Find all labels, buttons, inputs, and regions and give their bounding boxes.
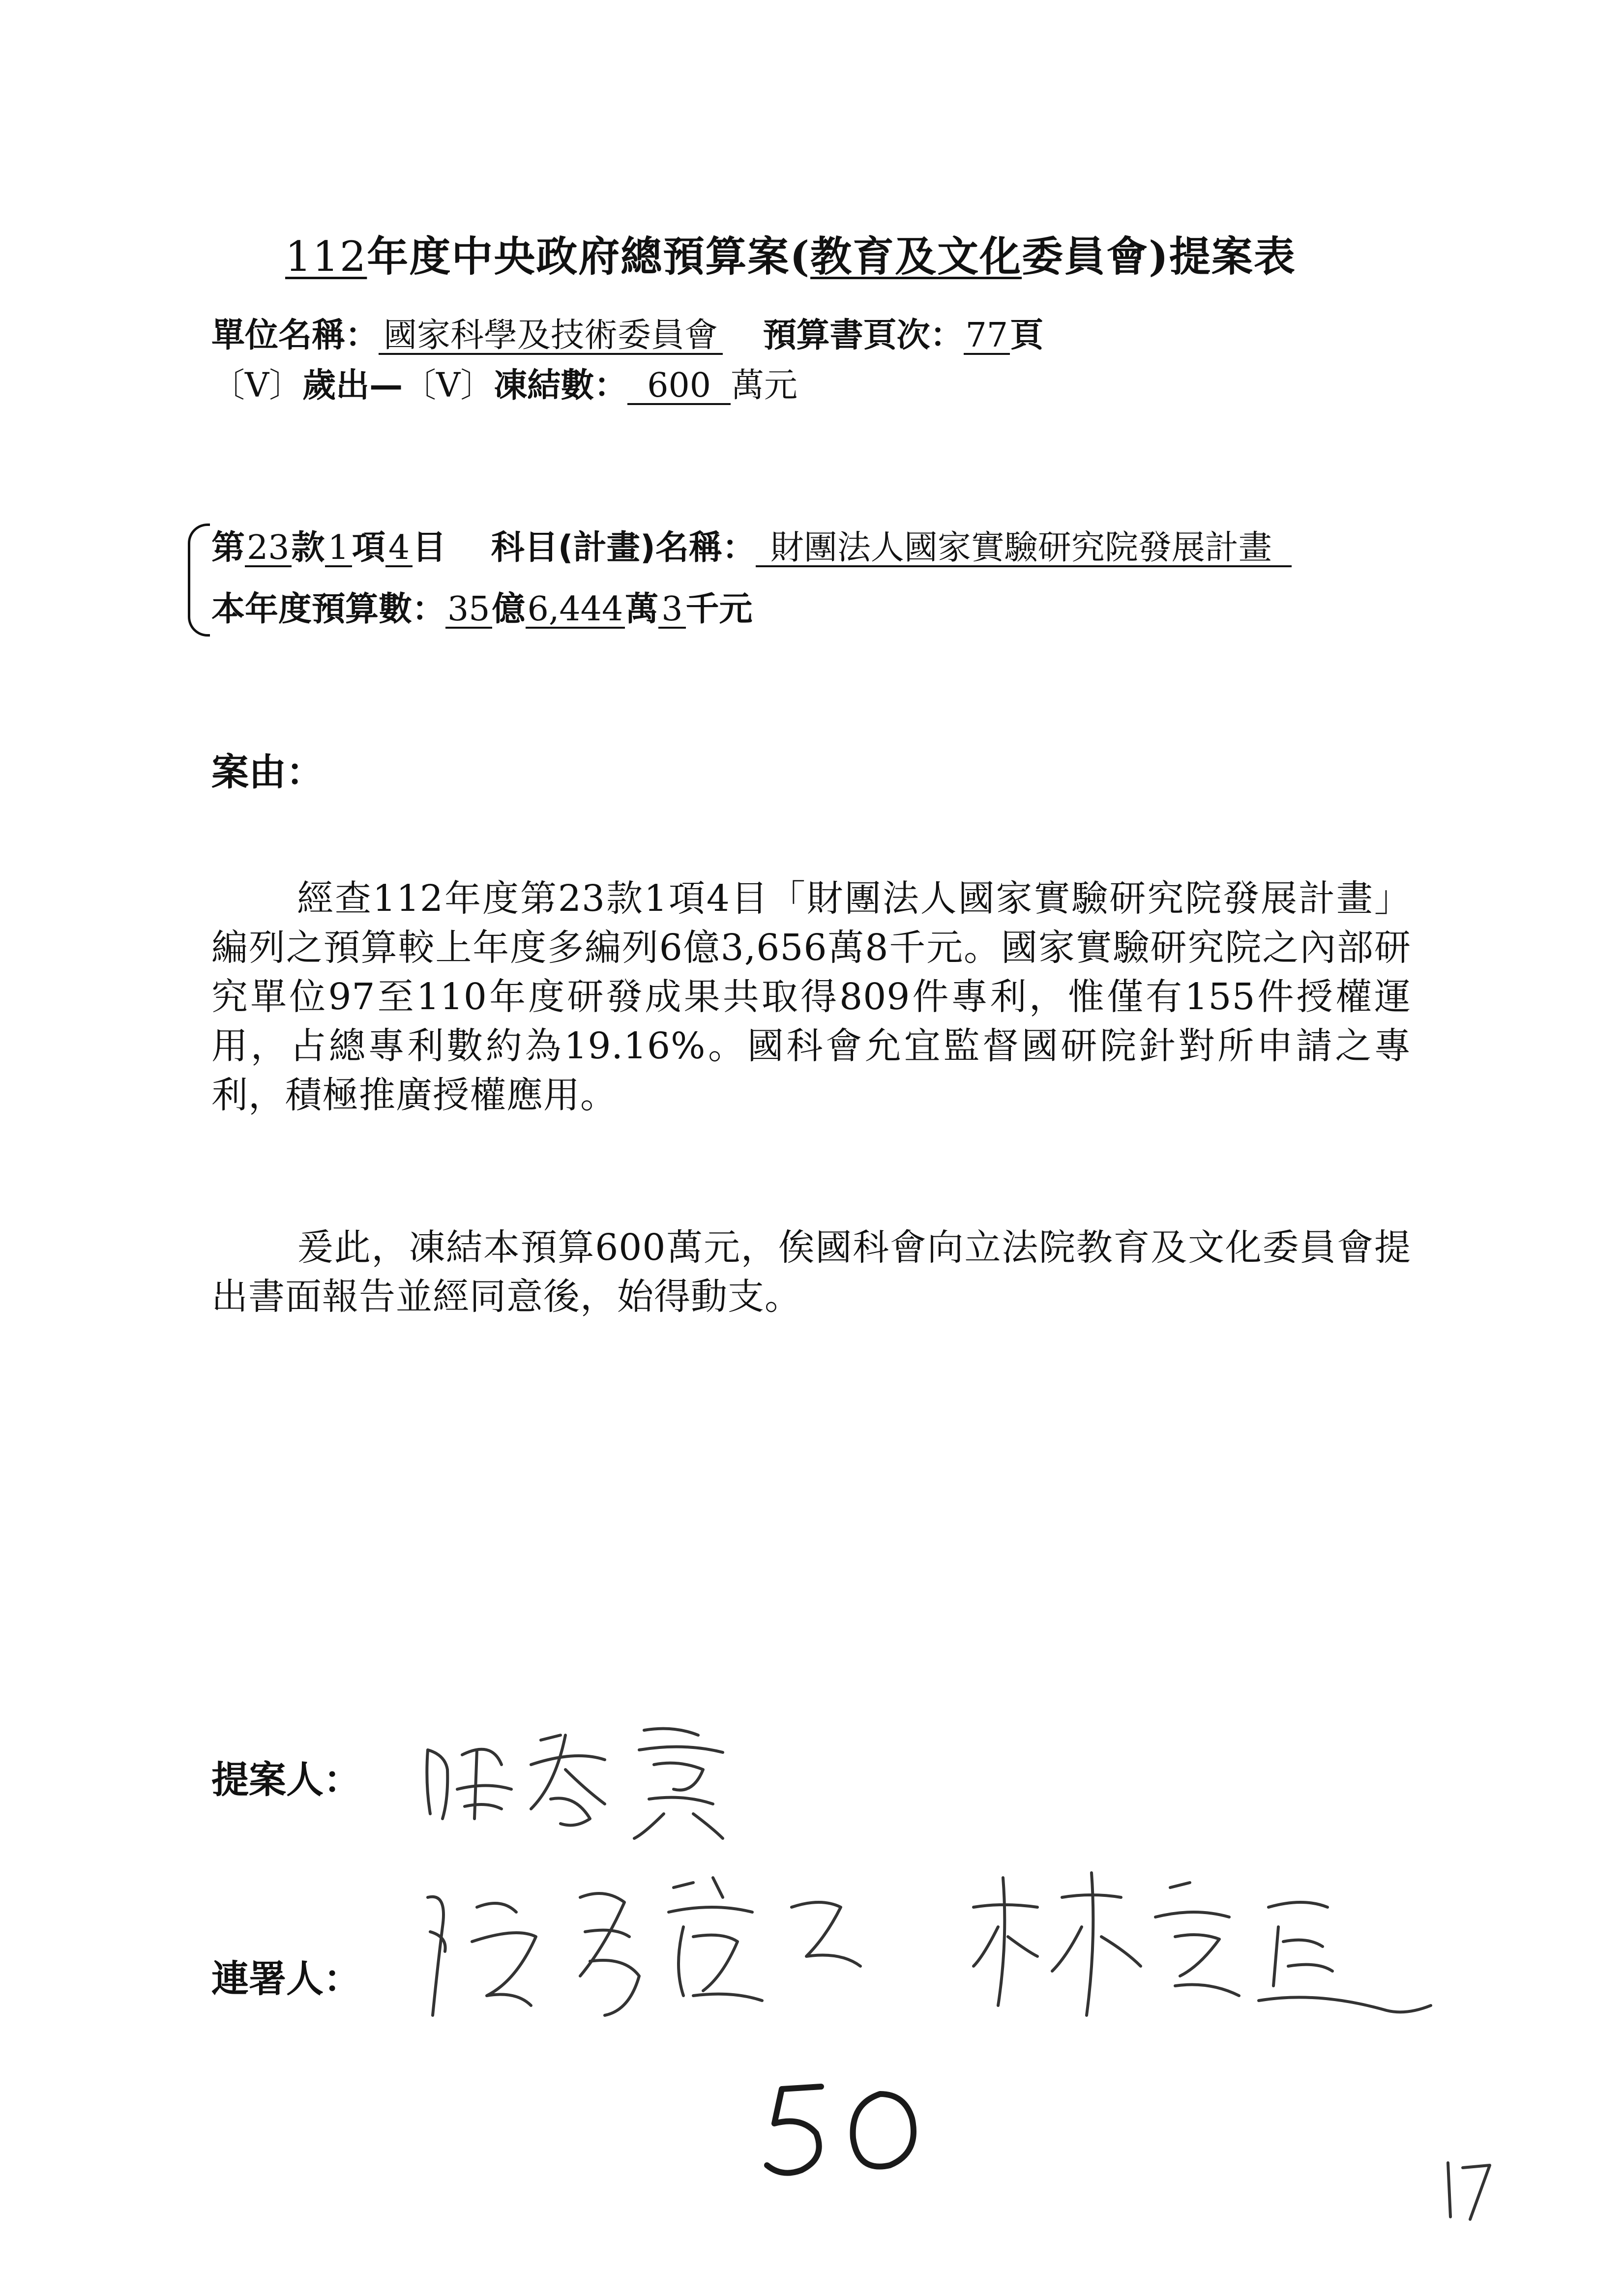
budget-yi: 35	[445, 592, 492, 629]
budget-wan: 6,444	[526, 592, 625, 629]
page-title	[285, 224, 1296, 283]
wan-label: 萬	[625, 590, 659, 629]
cosigner-label: 連署人：	[211, 1957, 361, 2001]
subject-label: 科目(計畫)名稱：	[491, 528, 756, 567]
item-bracket	[188, 523, 210, 637]
budget-page: 77	[964, 318, 1010, 355]
freeze-label-1: 歲出—	[302, 366, 403, 405]
title-year: 112	[285, 233, 367, 281]
page-number-mark	[1436, 2153, 1500, 2227]
page-unit: 頁	[1010, 316, 1044, 355]
xiang-label: 項	[352, 528, 385, 567]
unit-name: 國家科學及技術委員會	[379, 318, 723, 355]
reason-paragraph-1: 經查112年度第23款1項4目「財團法人國家實驗研究院發展計畫」編列之預算較上年度多編列6億3,656萬8千元。國家實驗研究院之內部研究單位97至110年度研發成果共取得809件專利，惟僅有155件授權運用，占總專利數約為19.16%。國科會允宜監督國研院針對所申請之專利，積極推廣授權應用。	[211, 877, 1411, 1116]
mu-number: 4	[385, 530, 413, 567]
mu-label: 目	[413, 528, 446, 567]
cosigner-signature-2	[964, 1868, 1455, 2025]
kuan-number: 23	[245, 530, 292, 567]
reason-label: 案由：	[211, 750, 324, 794]
handwritten-number	[747, 2074, 934, 2182]
freeze-row	[211, 359, 797, 407]
budget-label: 本年度預算數：	[211, 590, 446, 629]
xiang-number: 1	[325, 530, 352, 567]
kuan-label: 款	[291, 528, 325, 567]
item-row	[211, 521, 1292, 569]
proposer-label: 提案人：	[211, 1758, 361, 1802]
qian-label: 千元	[685, 590, 753, 629]
unit-label: 單位名稱：	[211, 316, 379, 355]
yi-label: 億	[492, 590, 526, 629]
freeze-check-2: 〔V〕	[403, 366, 494, 405]
page-label: 預算書頁次：	[763, 316, 964, 355]
title-prefix: 年度中央政府總預算案(	[367, 232, 811, 281]
title-suffix: 委員會)提案表	[1022, 232, 1296, 281]
title-committee: 教育及文化	[810, 232, 1022, 281]
unit-row	[211, 309, 1043, 356]
reason-paragraph-2: 爰此，凍結本預算600萬元，俟國科會向立法院教育及文化委員會提出書面報告並經同意後，始得動支。	[211, 1226, 1411, 1318]
cosigner-signature-1	[418, 1868, 959, 2045]
subject-name: 財團法人國家實驗研究院發展計畫	[756, 530, 1292, 567]
budget-qian: 3	[658, 592, 685, 629]
kuan-prefix: 第	[211, 528, 245, 567]
budget-row	[211, 582, 753, 630]
freeze-amount: 600	[627, 368, 731, 405]
freeze-check-1: 〔V〕	[211, 366, 303, 405]
freeze-label-2: 凍結數：	[494, 366, 628, 405]
proposer-signature	[418, 1720, 811, 1848]
freeze-unit: 萬元	[731, 366, 798, 405]
